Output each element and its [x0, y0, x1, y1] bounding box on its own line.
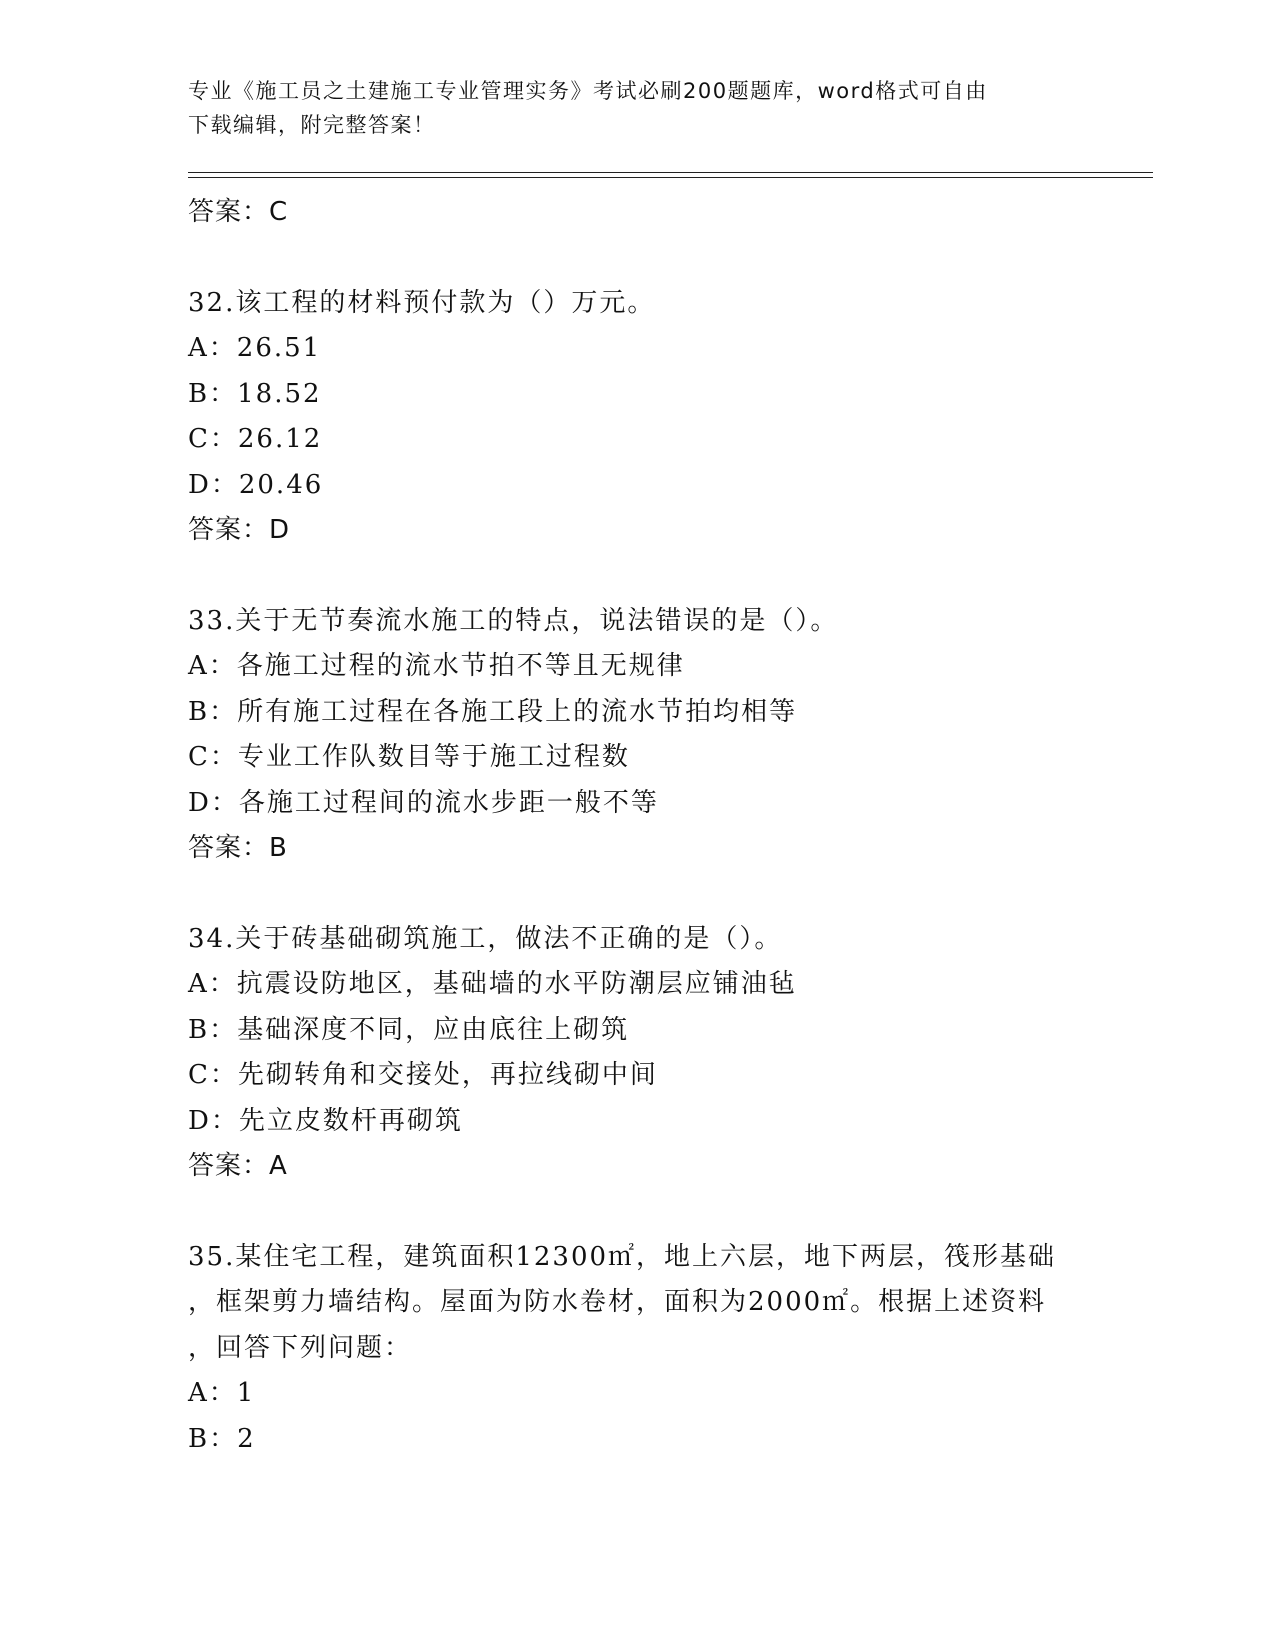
question-stem-line-1: 35.某住宅工程，建筑面积12300㎡，地上六层，地下两层，筏形基础	[188, 1241, 1057, 1272]
answer-line: 答案：C	[188, 197, 289, 227]
question-stem: 33.关于无节奏流水施工的特点，说法错误的是（）。	[188, 605, 839, 636]
question-list	[188, 190, 1088, 1462]
option-b: B：18.52	[188, 378, 322, 409]
header-rule-top	[188, 172, 1153, 173]
answer-line: 答案：A	[188, 1151, 288, 1181]
option-a: A：1	[188, 1378, 256, 1408]
option-b: B：基础深度不同，应由底往上砌筑	[188, 1014, 630, 1045]
question-stem-line-2: ，框架剪力墙结构。屋面为防水卷材，面积为2000㎡。根据上述资料	[188, 1287, 1047, 1317]
option-c: C：26.12	[188, 424, 323, 454]
header-rule-bottom	[188, 177, 1153, 178]
question-32	[188, 281, 1088, 554]
option-d: D：各施工过程间的流水步距一般不等	[188, 787, 659, 818]
option-a: A：各施工过程的流水节拍不等且无规律	[188, 651, 685, 681]
answer-line: 答案：B	[188, 833, 288, 863]
option-a: A：26.51	[188, 333, 322, 363]
header-line-1: 专业《施工员之土建施工专业管理实务》考试必刷200题题库，word格式可自由	[188, 79, 988, 103]
option-c: C：专业工作队数目等于施工过程数	[188, 742, 630, 772]
question-stem-line-3: ，回答下列问题：	[188, 1332, 413, 1363]
answer-line: 答案：D	[188, 515, 291, 545]
question-35	[188, 1235, 1088, 1463]
option-b: B：2	[188, 1423, 256, 1454]
option-b: B：所有施工过程在各施工段上的流水节拍均相等	[188, 696, 798, 727]
option-c: C：先砌转角和交接处，再拉线砌中间	[188, 1060, 658, 1090]
option-a: A：抗震设防地区，基础墙的水平防潮层应铺油毡	[188, 969, 797, 999]
question-33	[188, 599, 1088, 872]
question-34	[188, 917, 1088, 1190]
question-stem: 32.该工程的材料预付款为（）万元。	[188, 287, 656, 318]
header-line-2: 下载编辑，附完整答案！	[188, 113, 436, 137]
option-d: D：20.46	[188, 469, 324, 500]
question-stem: 34.关于砖基础砌筑施工，做法不正确的是（）。	[188, 923, 783, 954]
document-header	[188, 74, 1068, 142]
option-d: D：先立皮数杆再砌筑	[188, 1105, 463, 1136]
